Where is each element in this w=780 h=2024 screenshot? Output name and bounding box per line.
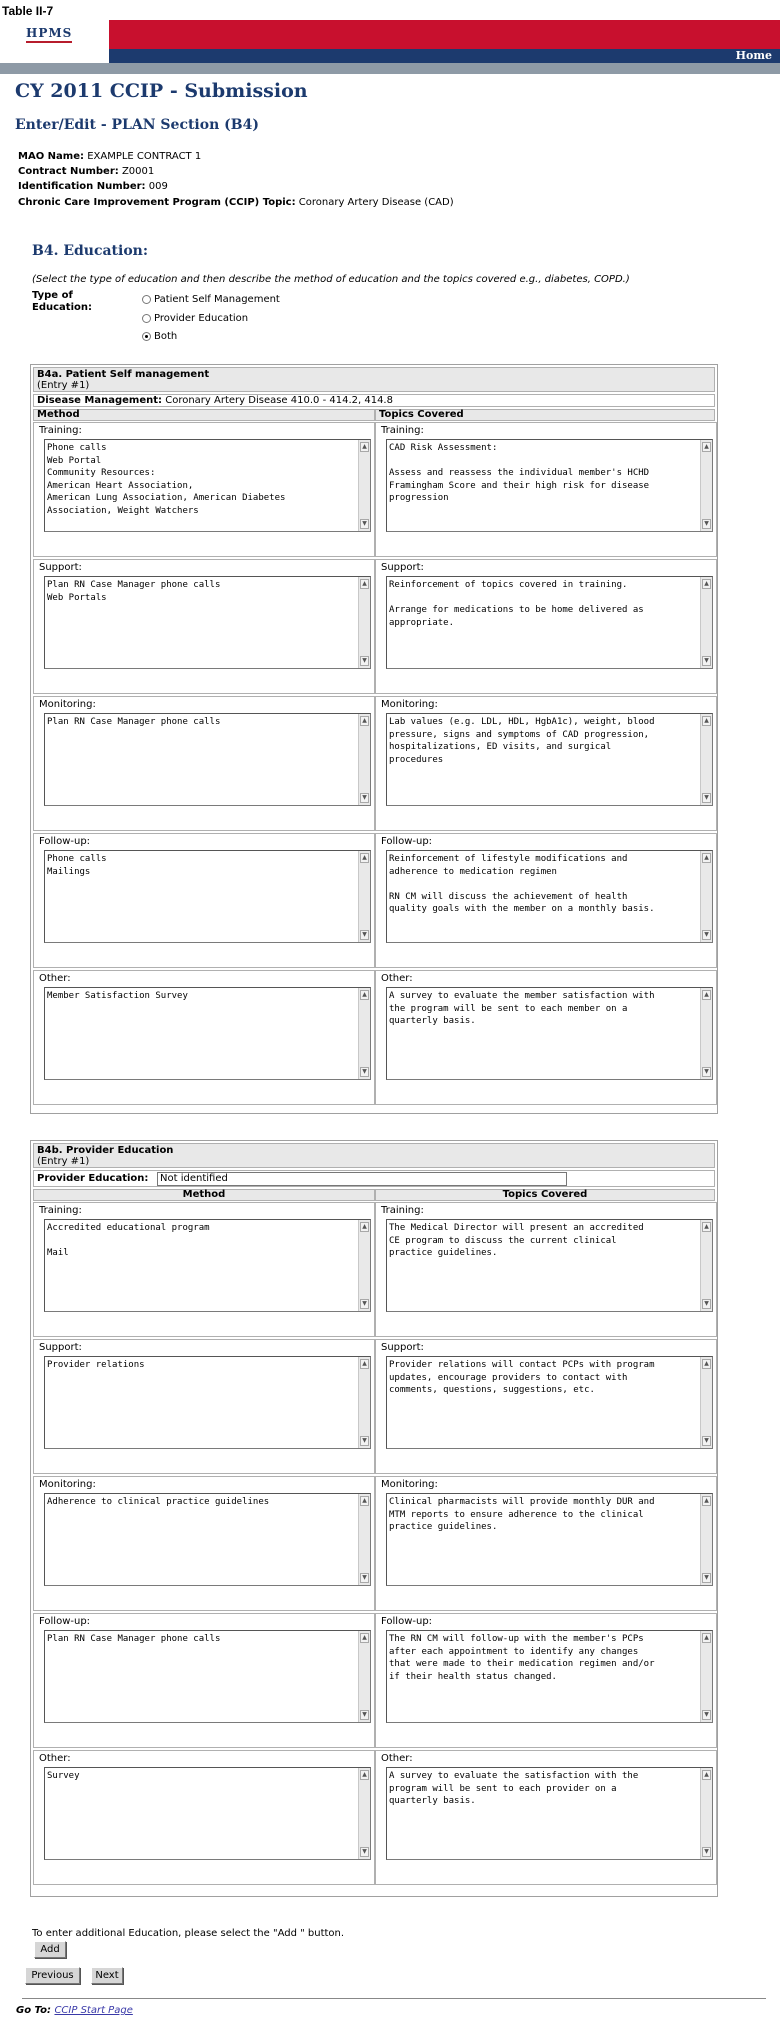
topics-text: Reinforcement of topics covered in training. Arrange for medications to be home delivered as appropriate. (389, 580, 644, 628)
mao-name-row (18, 151, 201, 162)
scroll-down-arrow-icon[interactable]: ▼ (702, 656, 711, 666)
radio-label: Patient Self Management (154, 294, 280, 305)
scroll-up-arrow-icon[interactable]: ▲ (702, 1770, 711, 1780)
topics-text: A survey to evaluate the satisfaction with the program will be sent to each provider on a quarterly basis. (389, 1771, 639, 1806)
header-red-bar (109, 20, 780, 49)
method-text: Plan RN Case Manager phone calls Web Portals (47, 580, 221, 603)
b4b-method-cell (33, 1613, 375, 1748)
provider-education-label: Provider Education: (37, 1173, 149, 1184)
scroll-up-arrow-icon[interactable]: ▲ (702, 1496, 711, 1506)
type-of-education-label (32, 290, 92, 314)
textarea-scrollbar[interactable] (700, 577, 712, 668)
type-label-line2: Education: (32, 302, 92, 313)
scroll-up-arrow-icon[interactable]: ▲ (360, 579, 369, 589)
ccip-topic-label: Chronic Care Improvement Program (CCIP) Topic: (18, 197, 296, 208)
cell-label: Follow-up: (381, 836, 433, 847)
b4b-topics-cell (375, 1339, 717, 1474)
contract-number-value: Z0001 (121, 166, 155, 177)
method-textarea[interactable] (44, 1767, 371, 1860)
textarea-scrollbar[interactable] (358, 1494, 370, 1585)
radio-label: Both (154, 331, 178, 342)
hpms-logo[interactable]: HPMS (26, 26, 72, 43)
radio-button[interactable] (142, 314, 151, 323)
scroll-up-arrow-icon[interactable]: ▲ (360, 1770, 369, 1780)
method-text: Survey (47, 1771, 80, 1781)
topics-column-header: Topics Covered (375, 1189, 715, 1201)
b4a-title: B4a. Patient Self management (37, 369, 210, 380)
method-textarea[interactable] (44, 1493, 371, 1586)
cell-label: Training: (381, 425, 424, 436)
scroll-up-arrow-icon[interactable]: ▲ (360, 990, 369, 1000)
b4b-title: B4b. Provider Education (37, 1145, 174, 1156)
cell-label: Monitoring: (39, 1479, 96, 1490)
textarea-scrollbar[interactable] (358, 577, 370, 668)
scroll-down-arrow-icon[interactable]: ▼ (702, 930, 711, 940)
scroll-down-arrow-icon[interactable]: ▼ (360, 1847, 369, 1857)
method-text: Phone calls Web Portal Community Resources: American Heart Association, American Lung Association, American Diabetes Association, Weight Watchers (47, 443, 286, 516)
next-button[interactable]: Next (91, 1967, 123, 1984)
cell-label: Training: (39, 425, 82, 436)
scroll-down-arrow-icon[interactable]: ▼ (360, 519, 369, 529)
topics-textarea[interactable] (386, 439, 713, 532)
cell-label: Training: (381, 1205, 424, 1216)
b4a-topics-cell (375, 833, 717, 968)
b4b-method-cell (33, 1750, 375, 1885)
textarea-scrollbar[interactable] (700, 440, 712, 531)
b4b-method-cell (33, 1476, 375, 1611)
radio-label: Provider Education (154, 313, 249, 324)
radio-button[interactable] (142, 295, 151, 304)
cell-label: Monitoring: (381, 1479, 438, 1490)
scroll-up-arrow-icon[interactable]: ▲ (702, 853, 711, 863)
radio-both[interactable] (142, 331, 177, 342)
contract-number-row (18, 166, 154, 177)
mao-name-label: MAO Name: (18, 151, 84, 162)
method-text: Phone calls Mailings (47, 854, 107, 877)
b4b-topics-cell (375, 1476, 717, 1611)
ccip-topic-value: Coronary Artery Disease (CAD) (298, 197, 454, 208)
cell-label: Support: (381, 1342, 424, 1353)
b4a-method-cell (33, 833, 375, 968)
b4a-topics-cell (375, 970, 717, 1105)
topics-text: Clinical pharmacists will provide monthly DUR and MTM reports to ensure adherence to the clinical practice guidelines. (389, 1497, 655, 1532)
goto-label: Go To: (16, 2005, 51, 2016)
method-textarea[interactable] (44, 713, 371, 806)
textarea-scrollbar[interactable] (358, 440, 370, 531)
scroll-down-arrow-icon[interactable]: ▼ (360, 930, 369, 940)
scroll-up-arrow-icon[interactable]: ▲ (702, 1633, 711, 1643)
cell-label: Training: (39, 1205, 82, 1216)
topics-textarea[interactable] (386, 987, 713, 1080)
topics-text: Provider relations will contact PCPs with program updates, encourage providers to contact with comments, questions, suggestions, etc. (389, 1360, 655, 1395)
scroll-down-arrow-icon[interactable]: ▼ (702, 1573, 711, 1583)
scroll-down-arrow-icon[interactable]: ▼ (360, 1067, 369, 1077)
topics-text: CAD Risk Assessment: Assess and reassess the individual member's HCHD Framingham Score and their high risk for disease progression (389, 443, 650, 503)
textarea-scrollbar[interactable] (700, 1494, 712, 1585)
cell-label: Other: (39, 1753, 71, 1764)
scroll-down-arrow-icon[interactable]: ▼ (702, 1436, 711, 1446)
textarea-scrollbar[interactable] (358, 988, 370, 1079)
header-nav-bar (109, 49, 780, 63)
textarea-scrollbar[interactable] (700, 1220, 712, 1311)
b4b-provider-education-section (30, 1140, 718, 1897)
cell-label: Follow-up: (39, 836, 91, 847)
b4b-method-cell (33, 1202, 375, 1337)
disease-management-label: Disease Management: (37, 395, 163, 406)
method-text: Accredited educational program Mail (47, 1223, 210, 1258)
identification-number-label: Identification Number: (18, 181, 146, 192)
topics-text: The Medical Director will present an accredited CE program to discuss the current clinical practice guidelines. (389, 1223, 644, 1258)
textarea-scrollbar[interactable] (358, 851, 370, 942)
scroll-up-arrow-icon[interactable]: ▲ (702, 442, 711, 452)
cell-label: Support: (39, 1342, 82, 1353)
topics-text: Reinforcement of lifestyle modifications and adherence to medication regimen RN CM will discuss the achievement of health quality goals with the member on a monthly basis. (389, 854, 655, 914)
topics-text: The RN CM will follow-up with the member's PCPs after each appointment to identify any changes that were made to their medication regimen and/or if their health status changed. (389, 1634, 655, 1682)
scroll-up-arrow-icon[interactable]: ▲ (360, 716, 369, 726)
textarea-scrollbar[interactable] (700, 714, 712, 805)
topics-column-header: Topics Covered (375, 409, 715, 421)
radio-button-selected[interactable] (142, 332, 151, 341)
scroll-down-arrow-icon[interactable]: ▼ (360, 1573, 369, 1583)
textarea-scrollbar[interactable] (358, 1768, 370, 1859)
topics-textarea[interactable] (386, 850, 713, 943)
header-divider (0, 63, 780, 74)
textarea-scrollbar[interactable] (700, 988, 712, 1079)
scroll-down-arrow-icon[interactable]: ▼ (360, 1299, 369, 1309)
add-button[interactable]: Add (34, 1941, 66, 1958)
scroll-up-arrow-icon[interactable]: ▲ (360, 1359, 369, 1369)
topics-text: Lab values (e.g. LDL, HDL, HgbA1c), weight, blood pressure, signs and symptoms of CAD progression, hospitalizations, ED visits, and surgical procedures (389, 717, 655, 765)
radio-patient-self-management[interactable] (142, 294, 280, 305)
radio-provider-education[interactable] (142, 313, 248, 324)
cell-label: Support: (39, 562, 82, 573)
cell-label: Monitoring: (39, 699, 96, 710)
topics-textarea[interactable] (386, 576, 713, 669)
method-textarea[interactable] (44, 987, 371, 1080)
topics-textarea[interactable] (386, 1219, 713, 1312)
scroll-up-arrow-icon[interactable]: ▲ (702, 579, 711, 589)
scroll-down-arrow-icon[interactable]: ▼ (702, 519, 711, 529)
b4a-topics-cell (375, 422, 717, 557)
scroll-up-arrow-icon[interactable]: ▲ (360, 442, 369, 452)
topics-textarea[interactable] (386, 1630, 713, 1723)
b4a-method-cell (33, 559, 375, 694)
mao-name-value: EXAMPLE CONTRACT 1 (87, 151, 202, 162)
b4b-method-cell (33, 1339, 375, 1474)
method-textarea[interactable] (44, 1356, 371, 1449)
textarea-scrollbar[interactable] (358, 1357, 370, 1448)
page-subtitle: Enter/Edit - PLAN Section (B4) (15, 117, 259, 133)
scroll-down-arrow-icon[interactable]: ▼ (702, 1710, 711, 1720)
textarea-scrollbar[interactable] (358, 1631, 370, 1722)
provider-education-input[interactable]: Not identified (157, 1172, 567, 1186)
method-textarea[interactable] (44, 850, 371, 943)
provider-education-row (33, 1170, 715, 1187)
topics-textarea[interactable] (386, 1356, 713, 1449)
method-text: Plan RN Case Manager phone calls (47, 717, 221, 727)
cell-label: Follow-up: (381, 1616, 433, 1627)
contract-number-label: Contract Number: (18, 166, 119, 177)
method-textarea[interactable] (44, 439, 371, 532)
scroll-up-arrow-icon[interactable]: ▲ (702, 716, 711, 726)
scroll-down-arrow-icon[interactable]: ▼ (702, 1847, 711, 1857)
cell-label: Other: (381, 973, 413, 984)
b4a-topics-cell (375, 559, 717, 694)
b4b-topics-cell (375, 1613, 717, 1748)
method-text: Provider relations (47, 1360, 145, 1370)
b4a-header (33, 367, 715, 392)
scroll-up-arrow-icon[interactable]: ▲ (702, 990, 711, 1000)
topics-textarea[interactable] (386, 1493, 713, 1586)
scroll-down-arrow-icon[interactable]: ▼ (360, 1436, 369, 1446)
textarea-scrollbar[interactable] (700, 1357, 712, 1448)
page-title: CY 2011 CCIP - Submission (15, 80, 308, 102)
topics-textarea[interactable] (386, 1767, 713, 1860)
method-text: Adherence to clinical practice guidelines (47, 1497, 270, 1507)
cell-label: Other: (39, 973, 71, 984)
b4a-topics-cell (375, 696, 717, 831)
textarea-scrollbar[interactable] (700, 851, 712, 942)
b4a-method-cell (33, 422, 375, 557)
b4a-method-cell (33, 970, 375, 1105)
method-text: Plan RN Case Manager phone calls (47, 1634, 221, 1644)
b4a-entry: (Entry #1) (37, 380, 90, 391)
b4a-patient-self-management-section (30, 364, 718, 1114)
scroll-up-arrow-icon[interactable]: ▲ (702, 1359, 711, 1369)
scroll-down-arrow-icon[interactable]: ▼ (702, 793, 711, 803)
method-textarea[interactable] (44, 1219, 371, 1312)
type-label-line1: Type of (32, 290, 73, 301)
b4b-header (33, 1143, 715, 1168)
identification-number-row (18, 181, 168, 192)
scroll-down-arrow-icon[interactable]: ▼ (360, 793, 369, 803)
cell-label: Monitoring: (381, 699, 438, 710)
b4b-entry: (Entry #1) (37, 1156, 90, 1167)
footer-divider (22, 1998, 766, 1999)
scroll-up-arrow-icon[interactable]: ▲ (702, 1222, 711, 1232)
ccip-topic-row (18, 197, 454, 208)
cell-label: Support: (381, 562, 424, 573)
previous-button[interactable]: Previous (25, 1967, 80, 1984)
education-heading: B4. Education: (32, 243, 149, 259)
scroll-up-arrow-icon[interactable]: ▲ (360, 1633, 369, 1643)
scroll-down-arrow-icon[interactable]: ▼ (702, 1299, 711, 1309)
method-textarea[interactable] (44, 576, 371, 669)
topics-textarea[interactable] (386, 713, 713, 806)
scroll-up-arrow-icon[interactable]: ▲ (360, 1222, 369, 1232)
education-instructions: (Select the type of education and then describe the method of education and the topics covered e.g., diabetes, COPD.) (32, 274, 630, 285)
scroll-down-arrow-icon[interactable]: ▼ (360, 656, 369, 666)
home-link[interactable]: Home (735, 49, 772, 62)
scroll-up-arrow-icon[interactable]: ▲ (360, 853, 369, 863)
b4b-topics-cell (375, 1750, 717, 1885)
method-text: Member Satisfaction Survey (47, 991, 188, 1001)
figure-label: Table II-7 (2, 4, 54, 18)
b4a-method-cell (33, 696, 375, 831)
goto-row (16, 2005, 133, 2016)
textarea-scrollbar[interactable] (358, 714, 370, 805)
method-column-header: Method (33, 409, 375, 421)
b4b-topics-cell (375, 1202, 717, 1337)
textarea-scrollbar[interactable] (700, 1631, 712, 1722)
textarea-scrollbar[interactable] (700, 1768, 712, 1859)
textarea-scrollbar[interactable] (358, 1220, 370, 1311)
scroll-down-arrow-icon[interactable]: ▼ (360, 1710, 369, 1720)
scroll-down-arrow-icon[interactable]: ▼ (702, 1067, 711, 1077)
disease-management-row (33, 394, 715, 407)
add-education-note: To enter additional Education, please select the "Add " button. (32, 1928, 345, 1939)
identification-number-value: 009 (148, 181, 168, 192)
ccip-start-page-link[interactable]: CCIP Start Page (54, 2005, 133, 2016)
disease-management-value: Coronary Artery Disease 410.0 - 414.2, 414.8 (165, 395, 393, 406)
cell-label: Other: (381, 1753, 413, 1764)
method-textarea[interactable] (44, 1630, 371, 1723)
scroll-up-arrow-icon[interactable]: ▲ (360, 1496, 369, 1506)
cell-label: Follow-up: (39, 1616, 91, 1627)
method-column-header: Method (33, 1189, 375, 1201)
topics-text: A survey to evaluate the member satisfaction with the program will be sent to each member on a quarterly basis. (389, 991, 655, 1026)
